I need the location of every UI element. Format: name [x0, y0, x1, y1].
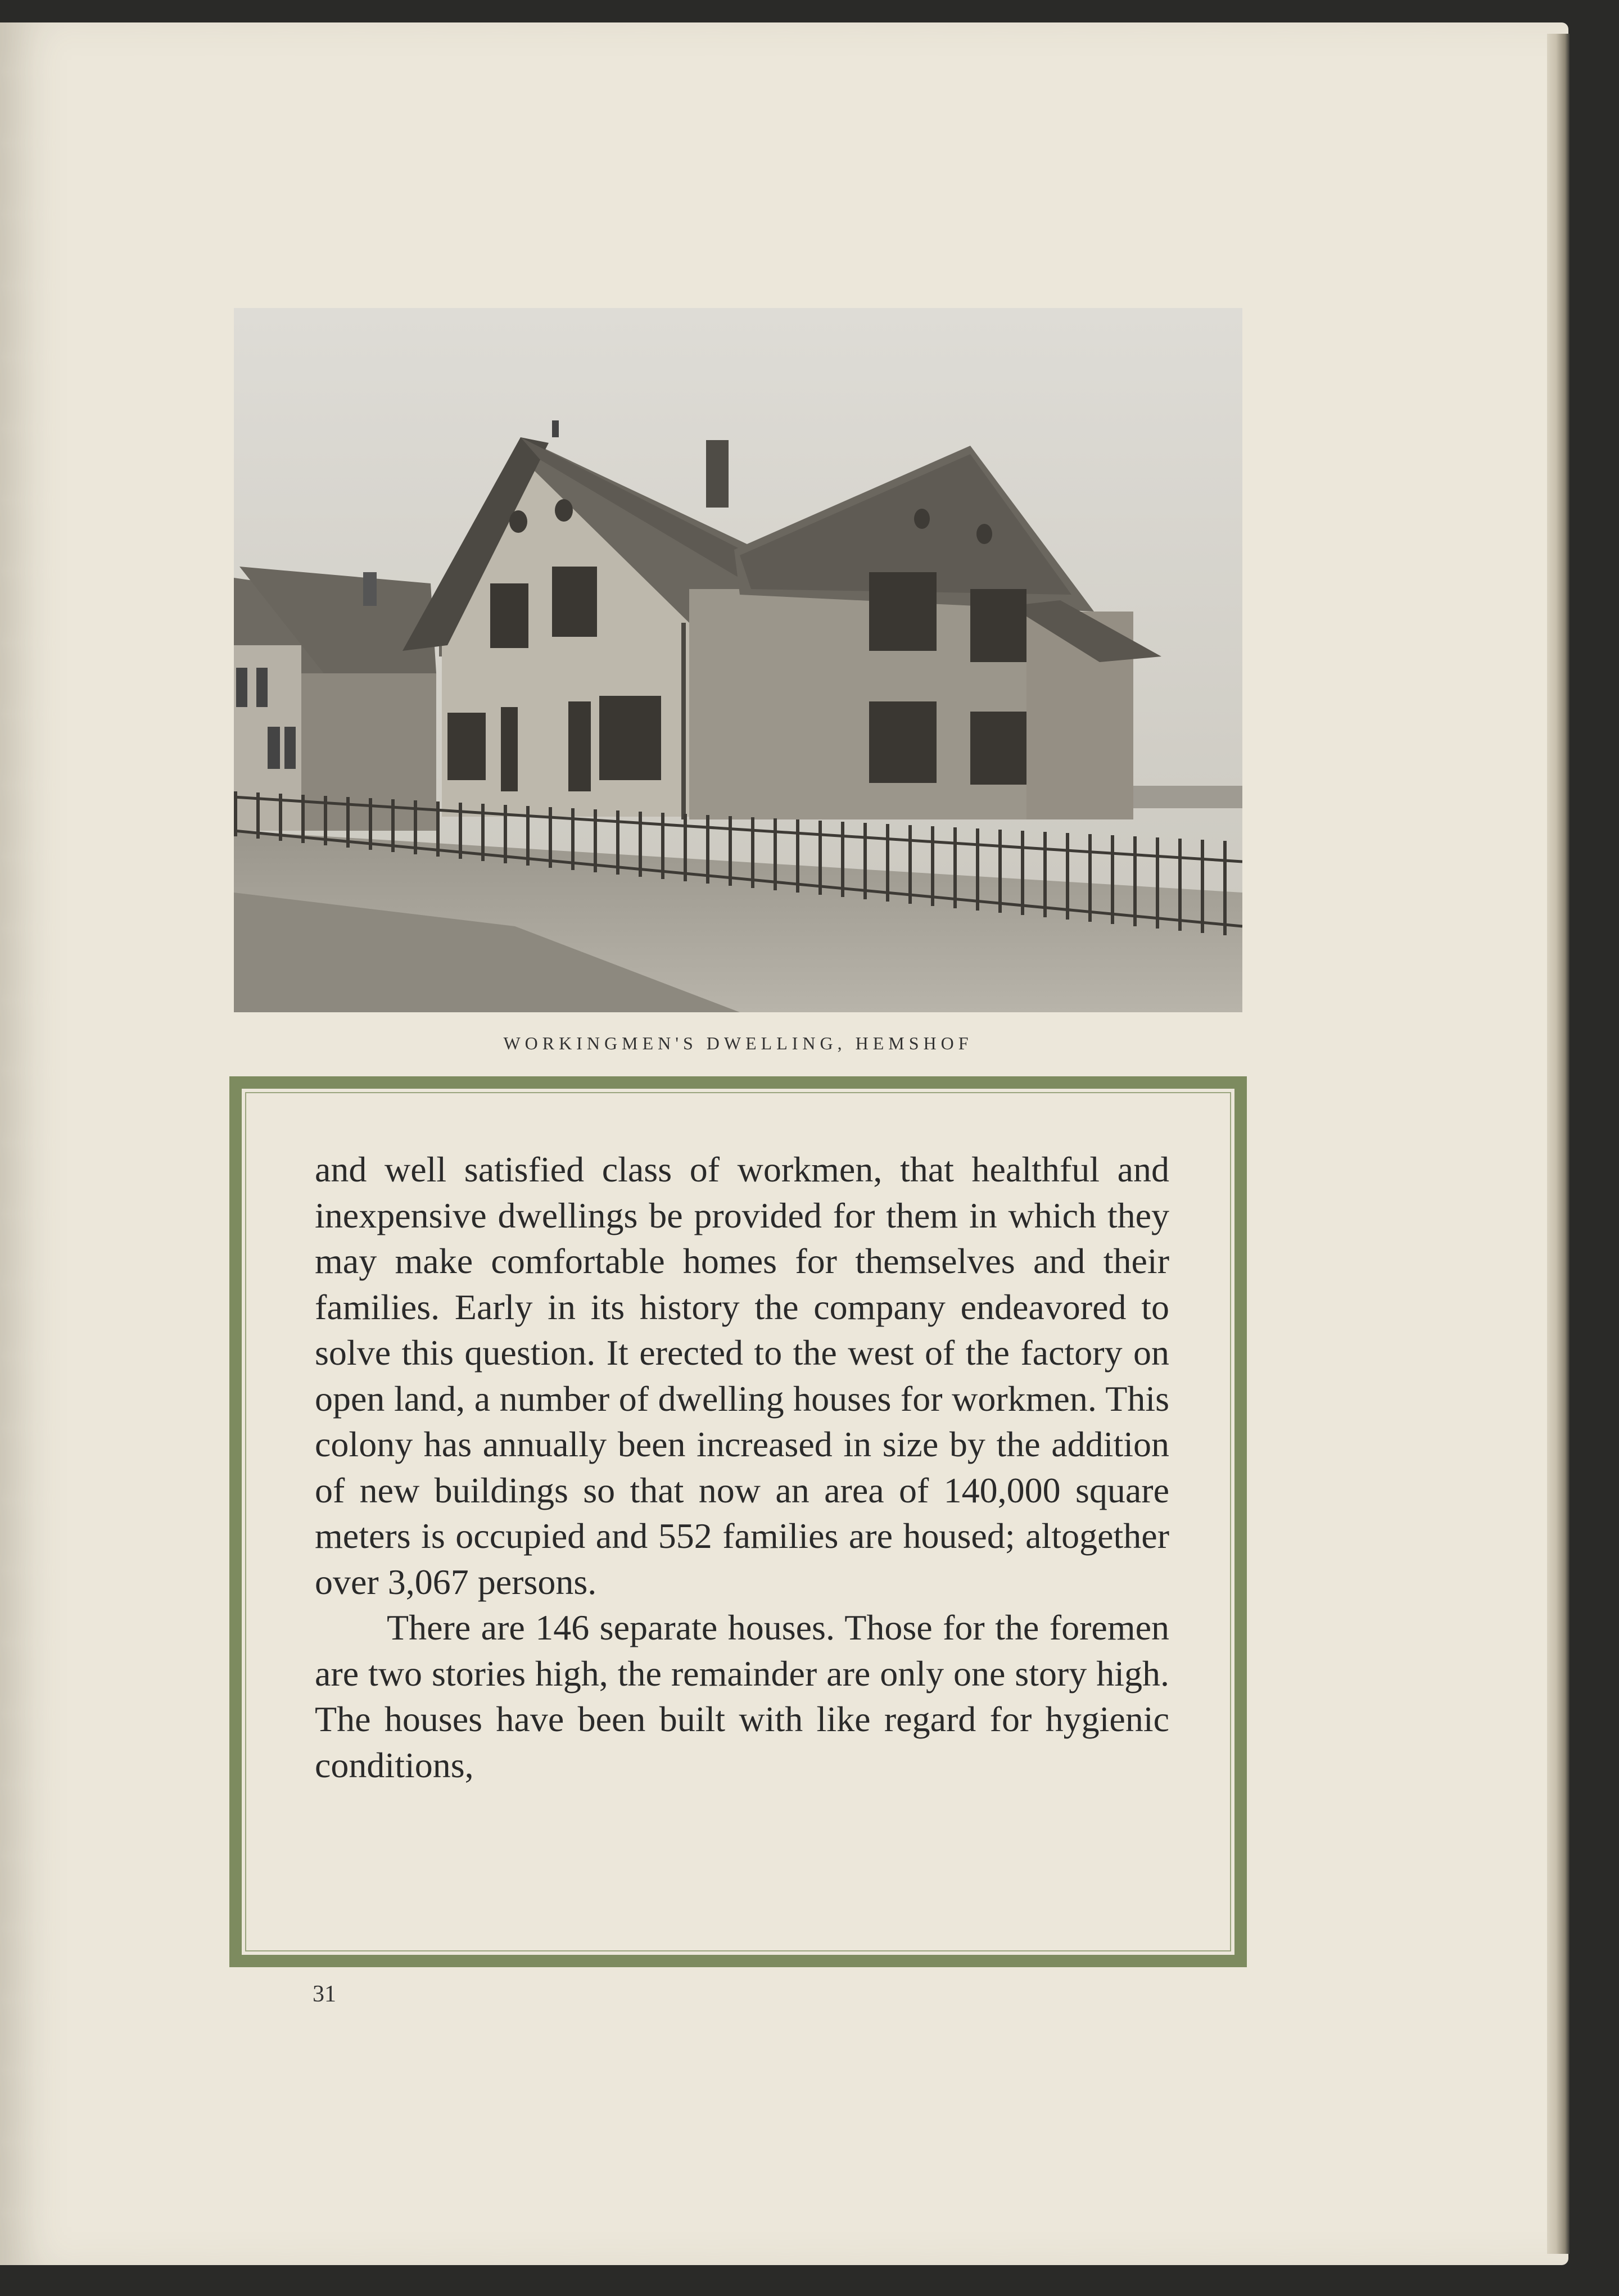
house-photo-icon: [234, 308, 1242, 1012]
paragraph: and well satisfied class of workmen, that healthful and inexpensive dwellings be provided for them in which they may make comfortable homes for themselves and their families. Early in its history the company endeavored to solve this question. It erected to the west of the factory on open land, a number of dwelling houses for workmen. This colony has annually been increased in size by the addition of new buildings so that now an area of 140,000 square meters is occupied and 552 families are housed; altogether over 3,067 persons.: [315, 1149, 1169, 1602]
body-text: [315, 1147, 1169, 1788]
house-photo: [234, 308, 1242, 1012]
page-number: 31: [313, 1981, 336, 2007]
paragraph: There are 146 separate houses. Those for the foremen are two stories high, the remainder are only one story high. The houses have been built with like regard for hygienic conditions,: [315, 1607, 1169, 1785]
photo-caption: WORKINGMEN'S DWELLING, HEMSHOF: [503, 1033, 973, 1053]
page-edge: [1547, 34, 1570, 2254]
